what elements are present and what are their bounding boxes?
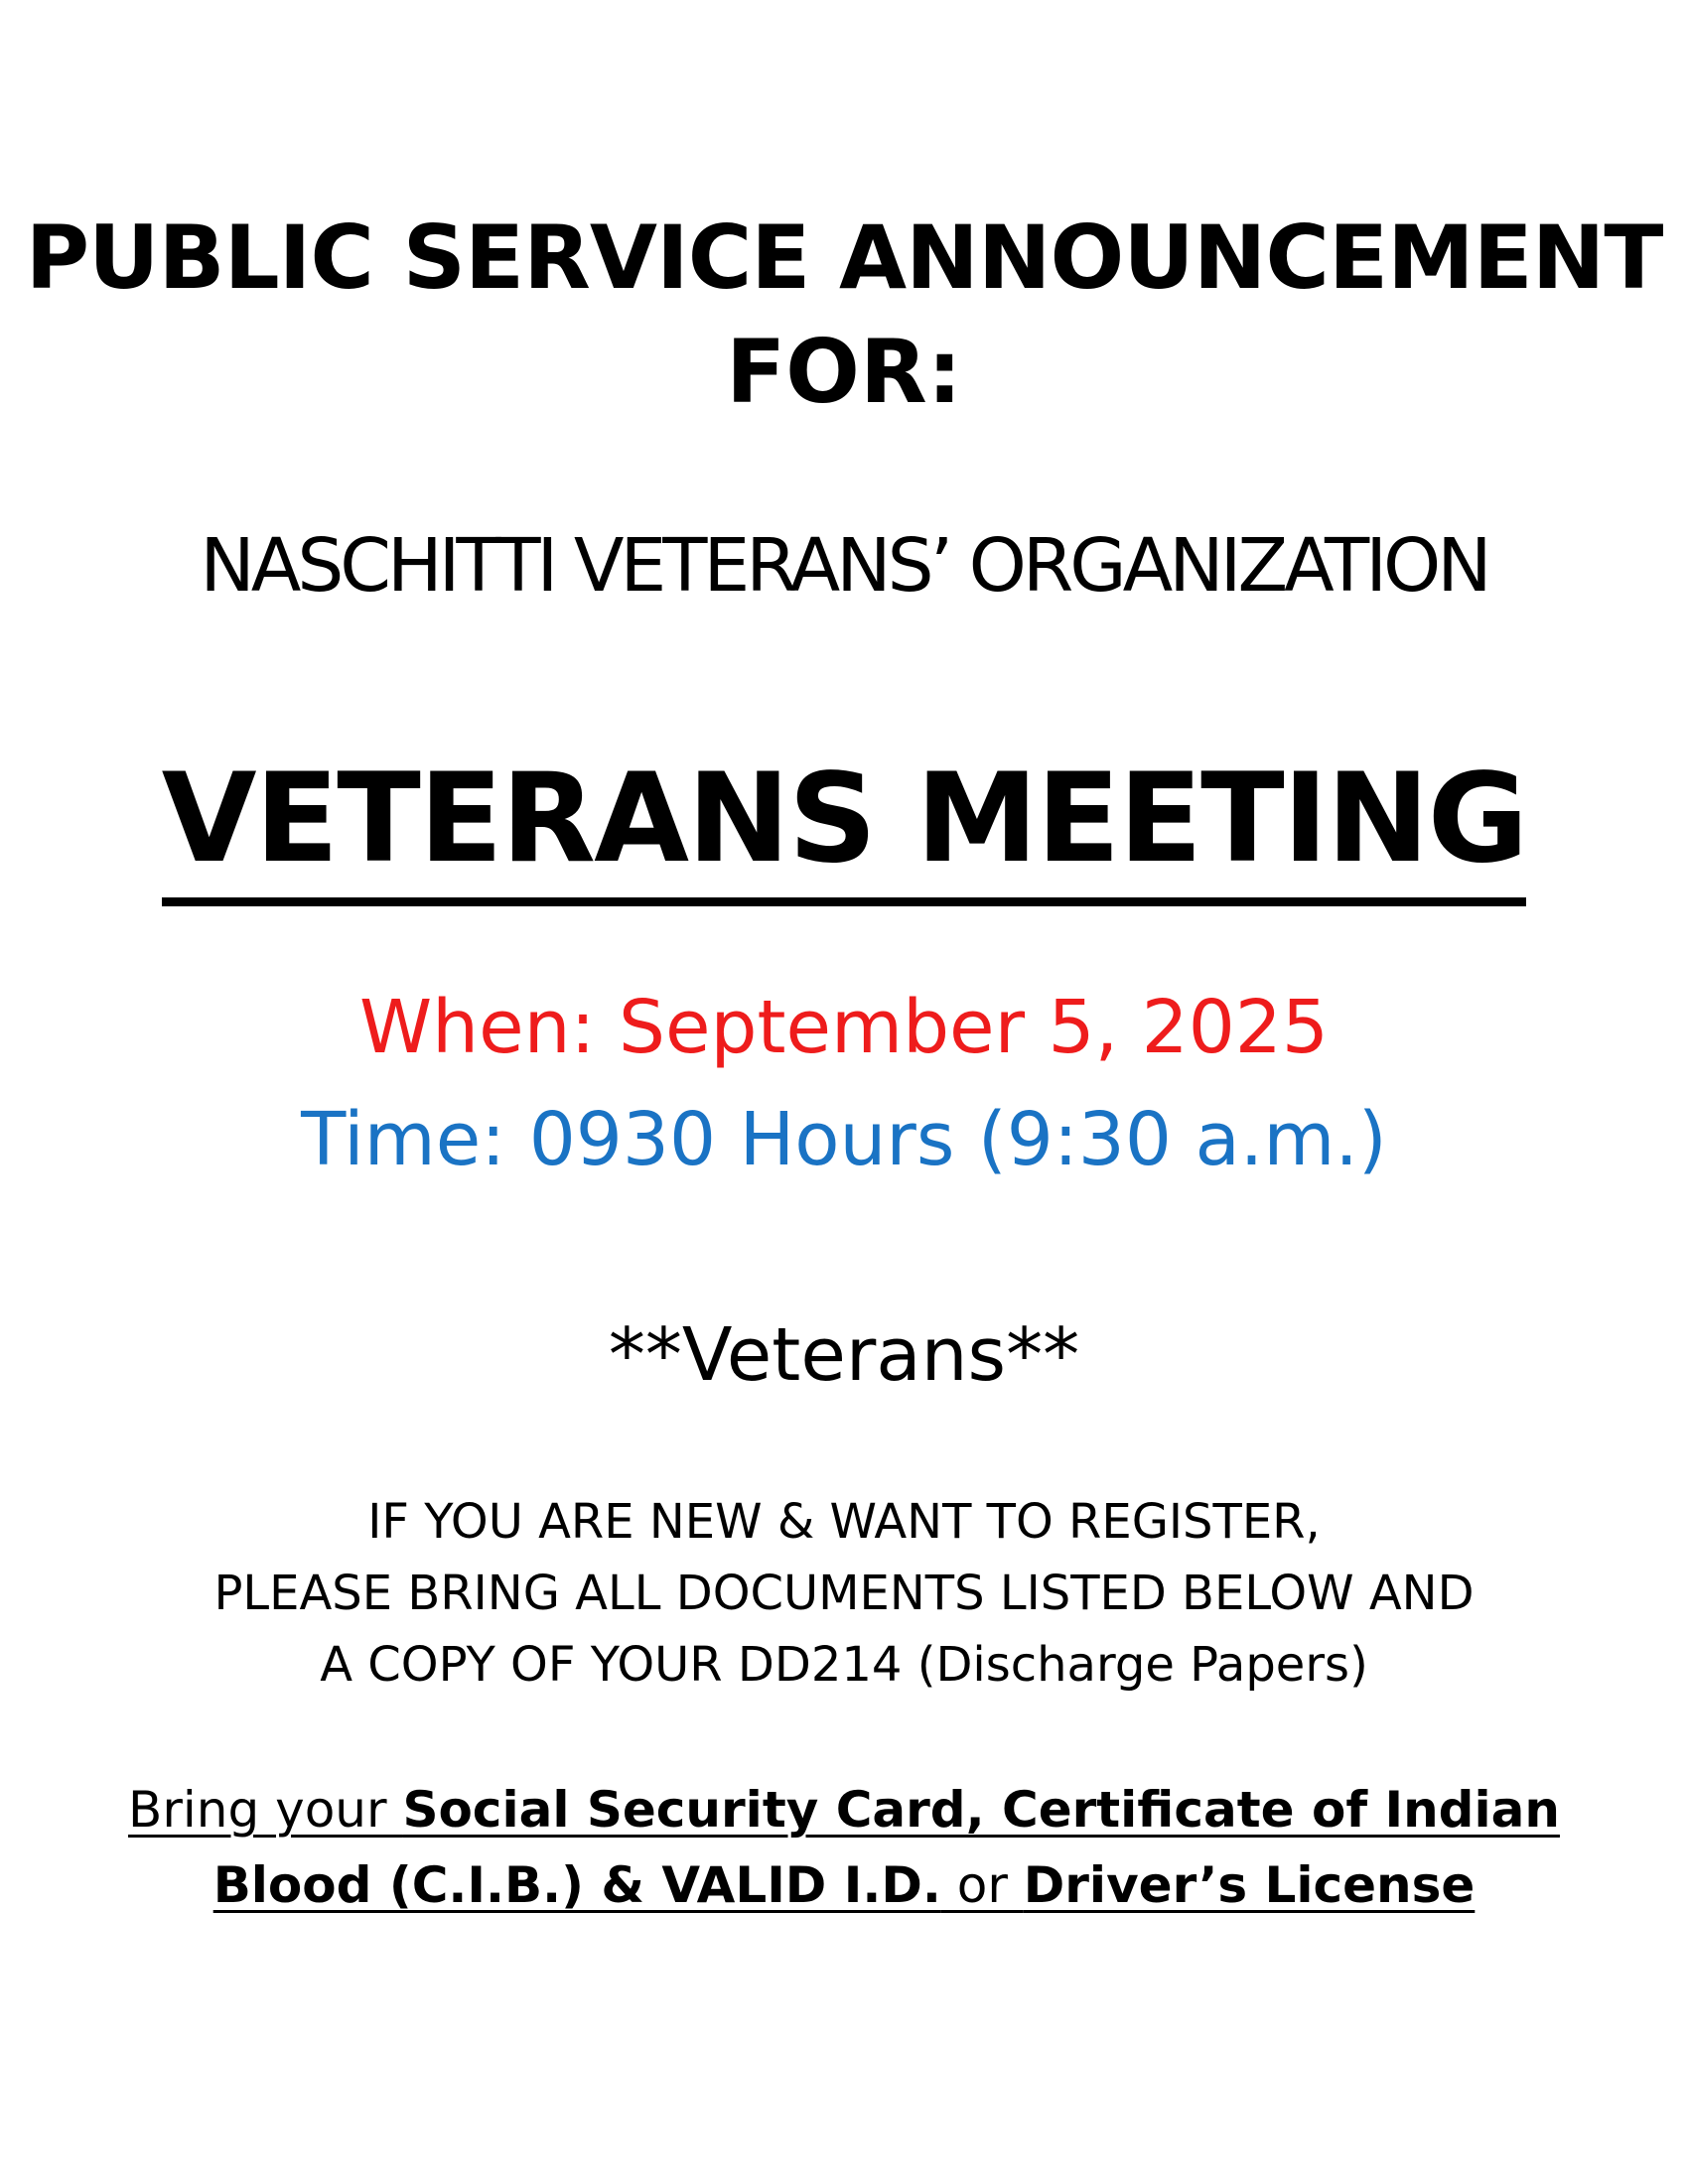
organization-name: NASCHITTI VETERANS’ ORGANIZATION [200, 523, 1488, 609]
register-notice-line: IF YOU ARE NEW & WANT TO REGISTER, [367, 1494, 1321, 1550]
event-title: VETERANS MEETING [162, 754, 1527, 906]
bring-prefix: Bring your [128, 1781, 403, 1839]
register-notice-line: PLEASE BRING ALL DOCUMENTS LISTED BELOW AND [213, 1566, 1475, 1621]
documents-list-part3: Driver’s License [1023, 1856, 1476, 1914]
meeting-time: Time: 0930 Hours (9:30 a.m.) [301, 1097, 1387, 1182]
documents-list-part2: Blood (C.I.B.) & VALID I.D. [212, 1856, 941, 1914]
documents-list-part1: Social Security Card, Certificate of Indian [402, 1781, 1560, 1839]
register-notice-line: A COPY OF YOUR DD214 (Discharge Papers) [320, 1637, 1368, 1693]
required-documents-line2 [0, 1847, 1688, 1923]
register-notice [0, 1486, 1688, 1701]
required-documents [0, 1772, 1688, 1923]
documents-connector: or [940, 1856, 1024, 1914]
required-documents-line1 [0, 1772, 1688, 1847]
meeting-date: When: September 5, 2025 [359, 985, 1329, 1070]
psa-heading-line2: FOR: [726, 321, 962, 423]
event-title-container [0, 748, 1688, 906]
psa-heading-line1: PUBLIC SERVICE ANNOUNCEMENT [25, 206, 1663, 309]
audience-label: **Veterans** [608, 1312, 1080, 1398]
